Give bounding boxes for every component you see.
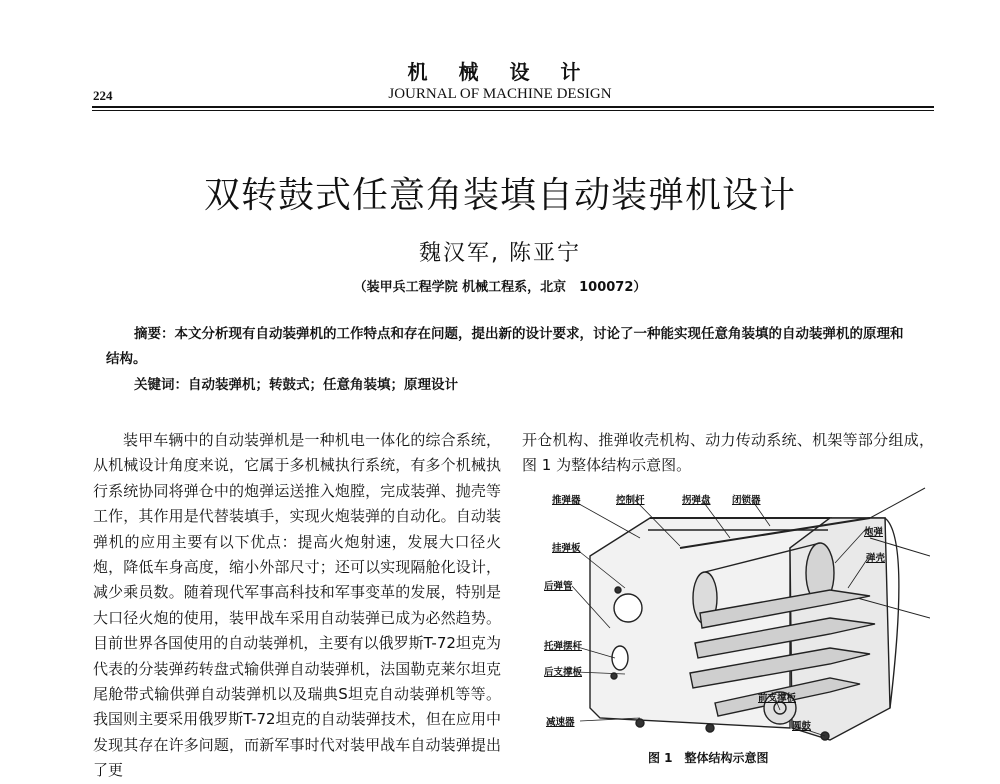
- body-left-column: 装甲车辆中的自动装弹机是一种机电一体化的综合系统，从机械设计角度来说，它属于多机械执行系统，有多个机械执行系统协同将弹仓中的炮弹运送推入炮膛，完成装弹、抛壳等工作，其作用是代替装填手，实现火炮装弹的自动化。自动装弹机的应用主要有以下优点：提高火炮射速，发展大口径火炮，降低车身高度，缩小外部尺寸；还可以实现隔舱化设计，减少乘员数。随着现代军事高科技和军事变革的发展，特别是大口径火炮的使用，装甲战车采用自动装弹已成为必然趋势。目前世界各国使用的自动装弹机，主要有以俄罗斯T-72坦克为代表的分装弹药转盘式输供弹自动装弹机，法国勒克莱尔坦克尾舱带式输供弹自动装弹机以及瑞典S坦克自动装弹机等等。我国则主要采用俄罗斯T-72坦克的自动装弹技术，但在应用中发现其存在许多问题，而新军事时代对装甲战车自动装弹提出了更: [93, 431, 501, 780]
- article-title: 双转鼓式任意角装填自动装弹机设计: [203, 175, 796, 216]
- header-rule: [92, 106, 934, 108]
- figure-label: 闭锁器: [732, 495, 761, 506]
- figure-label: 前支撑板: [758, 693, 797, 704]
- figure-label: 后弹管: [544, 581, 573, 592]
- figure-1: [530, 478, 930, 760]
- autoloader-drawing: [530, 478, 930, 760]
- affiliation: （装甲兵工程学院 机械工程系，北京 100072）: [353, 280, 647, 295]
- figure-label: 推弹器: [552, 495, 581, 506]
- body-right-column: 开仓机构、推弹收壳机构、动力传动系统、机架等部分组成，图 1 为整体结构示意图。: [522, 431, 934, 475]
- authors: 魏汉军, 陈亚宁: [419, 241, 581, 266]
- figure-label: 弹壳: [866, 553, 886, 564]
- abstract: [106, 322, 906, 372]
- journal-name-cn: 机 械 设 计: [407, 60, 593, 84]
- figure-caption: 图 1 整体结构示意图: [648, 751, 769, 765]
- keywords-text: 自动装弹机；转鼓式；任意角装填；原理设计: [188, 377, 458, 393]
- abstract-label: 摘要：: [134, 326, 175, 342]
- figure-label: 减速器: [546, 717, 575, 728]
- header-rule-thin: [92, 110, 934, 111]
- abstract-text: 本文分析现有自动装弹机的工作特点和存在问题，提出新的设计要求，讨论了一种能实现任意角装填的自动装弹机的原理和结构。: [106, 326, 904, 367]
- page-number: 224: [93, 88, 113, 103]
- figure-label: 控制杆: [616, 495, 645, 506]
- figure-label: 后支撑板: [544, 667, 583, 678]
- keywords-label: 关键词：: [134, 377, 188, 393]
- keywords: [134, 373, 458, 393]
- figure-label: 挂弹板: [552, 543, 581, 554]
- figure-label: 拐弹盘: [682, 495, 711, 506]
- figure-label: 托弹摆杆: [544, 641, 583, 652]
- figure-label: 圆鼓: [792, 721, 812, 732]
- figure-label: 炮弹: [864, 527, 884, 538]
- journal-name-en: JOURNAL OF MACHINE DESIGN: [388, 86, 612, 102]
